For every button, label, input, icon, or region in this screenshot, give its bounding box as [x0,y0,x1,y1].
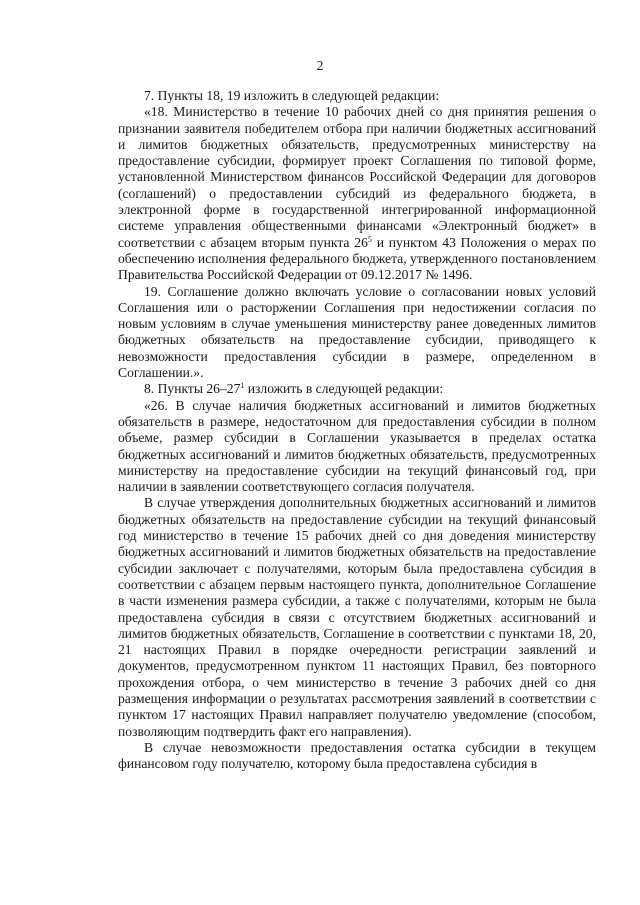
superscript: 1 [240,381,245,391]
paragraph-additional-allocations: В случае утверждения дополнительных бюджетных ассигнований и лимитов бюджетных обязательств на предоставление субсидии на текущий финансовый год министерство в течение 15 рабочих дней со дня доведения министерству бюджетных ассигнований и лимитов бюджетных обязательств на предоставление субсидии заключает с получателями, которым была предоставлена субсидия в соответствии с абзацем первым настоящего пункта, дополнительное Соглашение в части изменения размера субсидии, а также с получателями, которым не была предоставлена субсидия в связи с отсутствием бюджетных ассигнований и лимитов бюджетных обязательств, Соглашение в соответствии с пунктами 18, 20, 21 настоящих Правил в порядке очередности регистрации заявлений и документов, предусмотренном пунктом 11 настоящих Правил, без повторного прохождения отбора, о чем министерство в течение 3 рабочих дней со дня размещения информации о результатах рассмотрения заявлений в соответствии с пунктом 17 настоящих Правил направляет получателю уведомление (способом, позволяющим подтвердить факт его направления). [118,495,596,739]
paragraph-item-7-heading: 7. Пункты 18, 19 изложить в следующей редакции: [144,88,440,103]
page-number: 2 [316,58,324,73]
paragraph-impossibility: В случае невозможности предоставления остатка субсидии в текущем финансовом году получателю, которому была предоставлена субсидия в [118,739,596,772]
superscript: 5 [367,234,372,244]
paragraph-26: «26. В случае наличия бюджетных ассигнований и лимитов бюджетных обязательств в размере, недостаточном для предоставления субсидии в полном объеме, размер субсидии в Соглашении указывается в пределах остатка бюджетных ассигнований и лимитов бюджетных обязательств, предусмотренных министерству на предоставление субсидии на текущий финансовый год, при наличии в заявлении соответствующего согласия получателя. [118,397,596,495]
document-body [118,88,596,772]
paragraph-18: «18. Министерство в течение 10 рабочих дней со дня принятия решения о признании заявителя победителем отбора при наличии бюджетных ассигнований и лимитов бюджетных обязательств, предусмотренных министерству на предоставление субсидии, формирует проект Соглашения по типовой форме, установленной Министерством финансов Российской Федерации для договоров (соглашений) о предоставлении субсидий из федерального бюджета, в электронной форме в государственной интегрированной информационной системе управления общественными финансами «Электронный бюджет» в соответствии с абзацем вторым пункта $26^5$ и пунктом 43 Положения о мерах по обеспечению исполнения федерального бюджета, утвержденного постановлением Правительства Российской Федерации от 09.12.2017 № 1496. [118,104,596,283]
paragraph-19: 19. Соглашение должно включать условие о согласовании новых условий Соглашения или о расторжении Соглашения при недостижении согласия по новым условиям в случае уменьшения министерству ранее доведенных лимитов бюджетных обязательств на предоставление субсидии, приводящего к невозможности предоставления субсидии в размере, определенном в Соглашении.». [118,283,596,381]
paragraph-item-8-heading: 8. Пункты $26-27^1$ изложить в следующей редакции: [144,381,444,397]
